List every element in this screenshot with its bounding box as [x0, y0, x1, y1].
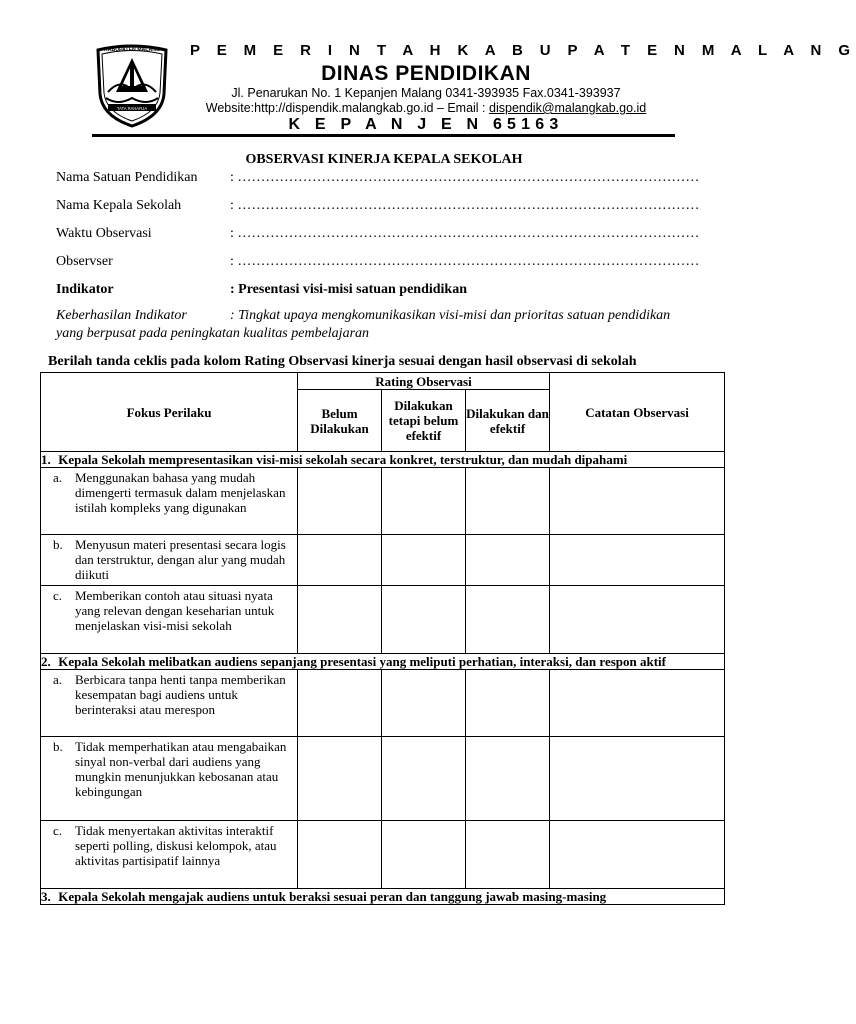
behavior-cell: [41, 737, 298, 821]
header-done-effective: Dilakukan dan efektif: [466, 390, 550, 452]
rating-cell-not-done[interactable]: [298, 468, 382, 535]
section-title: [41, 654, 725, 670]
field-input-nama-kepala[interactable]: : ………………………………………………………………………………………: [230, 198, 700, 213]
header-focus: Fokus Perilaku: [41, 373, 298, 452]
rating-cell-effective[interactable]: [466, 535, 550, 586]
header-done-not-effective: Dilakukan tetapi belum efektif: [382, 390, 466, 452]
rating-cell-not-done[interactable]: [298, 535, 382, 586]
rating-cell-not-done[interactable]: [298, 670, 382, 737]
behavior-cell: [41, 821, 298, 889]
field-label-nama-satuan: Nama Satuan Pendidikan: [56, 170, 198, 185]
notes-cell[interactable]: [550, 535, 725, 586]
behavior-cell: [41, 670, 298, 737]
table-row: [41, 821, 725, 889]
section-text: Kepala Sekolah mengajak audiens untuk beraksi sesuai peran dan tanggung jawab masing-masing: [58, 889, 607, 904]
table-row: [41, 670, 725, 737]
section-number: 2.: [41, 654, 51, 669]
behavior-cell: [41, 468, 298, 535]
rating-cell-effective[interactable]: [466, 586, 550, 654]
item-letter: b.: [53, 739, 63, 754]
rating-cell-effective[interactable]: [466, 468, 550, 535]
rating-cell-effective[interactable]: [466, 821, 550, 889]
kabupaten-malang-logo: [92, 40, 172, 128]
item-letter: a.: [53, 470, 63, 485]
item-letter: b.: [53, 537, 63, 552]
success-indicator-value-continued: yang berpusat pada peningkatan kualitas pembelajaran: [56, 326, 370, 341]
rating-cell-effective[interactable]: [466, 737, 550, 821]
indicator-value: : Presentasi visi-misi satuan pendidikan: [230, 282, 468, 297]
notes-cell[interactable]: [550, 468, 725, 535]
instruction-text: Berilah tanda ceklis pada kolom Rating Observasi kinerja sesuai dengan hasil observasi di sekolah: [48, 354, 637, 369]
rating-cell-effective[interactable]: [466, 670, 550, 737]
rating-cell-not-effective[interactable]: [382, 670, 466, 737]
behavior-cell: [41, 586, 298, 654]
item-text: Menyusun materi presentasi secara logis dan terstruktur, dengan alur yang mudah diikuti: [75, 537, 286, 582]
header-notes: Catatan Observasi: [550, 373, 725, 452]
form-title: OBSERVASI KINERJA KEPALA SEKOLAH: [245, 152, 523, 167]
header-not-done: Belum Dilakukan: [298, 390, 382, 452]
rating-cell-not-effective[interactable]: [382, 535, 466, 586]
section-number: 1.: [41, 452, 51, 467]
item-text: Memberikan contoh atau situasi nyata yang relevan dengan keseharian untuk menjelaskan visi-misi sekolah: [75, 588, 275, 633]
header-rating: Rating Observasi: [298, 373, 550, 390]
success-indicator-value: : Tingkat upaya mengkomunikasikan visi-misi dan prioritas satuan pendidikan: [230, 308, 671, 323]
rating-cell-not-effective[interactable]: [382, 586, 466, 654]
rating-cell-not-effective[interactable]: [382, 821, 466, 889]
government-name: P E M E R I N T A H K A B U P A T E N M A L A N G: [190, 42, 856, 59]
table-row: [41, 468, 725, 535]
item-text: Tidak menyertakan aktivitas interaktif seperti polling, diskusi kelompok, atau aktivitas partisipatif lainnya: [75, 823, 277, 868]
email-link[interactable]: dispendik@malangkab.go.id: [489, 101, 647, 115]
section-row: [41, 654, 725, 670]
section-number: 3.: [41, 889, 51, 904]
success-indicator-label: Keberhasilan Indikator: [56, 308, 187, 323]
field-input-observer[interactable]: : ………………………………………………………………………………………: [230, 254, 700, 269]
letterhead-divider: [92, 134, 675, 137]
section-row: [41, 889, 725, 905]
notes-cell[interactable]: [550, 737, 725, 821]
indicator-label: Indikator: [56, 282, 114, 297]
field-label-nama-kepala: Nama Kepala Sekolah: [56, 198, 182, 213]
item-text: Menggunakan bahasa yang mudah dimengerti termasuk dalam menjelaskan istilah kompleks yang digunakan: [75, 470, 286, 515]
item-letter: c.: [53, 588, 63, 603]
website-text: Website:http://dispendik.malangkab.go.id – Email :: [205, 101, 490, 115]
svg-text:TATA RAHARJA: TATA RAHARJA: [116, 105, 148, 111]
section-title: [41, 452, 725, 468]
item-text: Tidak memperhatikan atau mengabaikan sinyal non-verbal dari audiens yang mungkin menunjukkan kebosanan atau kebingungan: [75, 739, 287, 799]
observation-table: [40, 372, 725, 905]
field-input-nama-satuan[interactable]: : ………………………………………………………………………………………: [230, 170, 700, 185]
rating-cell-not-done[interactable]: [298, 737, 382, 821]
item-text: Berbicara tanpa henti tanpa memberikan kesempatan bagi audiens untuk berinteraksi atau merespon: [75, 672, 286, 717]
website-email-line: [190, 101, 662, 115]
notes-cell[interactable]: [550, 586, 725, 654]
behavior-cell: [41, 535, 298, 586]
rating-cell-not-done[interactable]: [298, 586, 382, 654]
table-row: [41, 535, 725, 586]
field-input-waktu[interactable]: : ………………………………………………………………………………………: [230, 226, 700, 241]
table-row: [41, 586, 725, 654]
section-text: Kepala Sekolah mempresentasikan visi-misi sekolah secara konkret, terstruktur, dan mudah dipahami: [58, 452, 628, 467]
rating-cell-not-effective[interactable]: [382, 737, 466, 821]
notes-cell[interactable]: [550, 821, 725, 889]
section-title: [41, 889, 725, 905]
rating-cell-not-effective[interactable]: [382, 468, 466, 535]
svg-text:KABUPATEN MALANG: KABUPATEN MALANG: [104, 47, 160, 53]
section-row: [41, 452, 725, 468]
item-letter: a.: [53, 672, 63, 687]
office-address: Jl. Penarukan No. 1 Kepanjen Malang 0341-393935 Fax.0341-393937: [231, 86, 621, 100]
rating-cell-not-done[interactable]: [298, 821, 382, 889]
section-text: Kepala Sekolah melibatkan audiens sepanjang presentasi yang meliputi perhatian, interaksi, dan respon aktif: [58, 654, 666, 669]
department-name: DINAS PENDIDIKAN: [321, 62, 531, 85]
field-label-waktu: Waktu Observasi: [56, 226, 152, 241]
table-row: [41, 737, 725, 821]
item-letter: c.: [53, 823, 63, 838]
notes-cell[interactable]: [550, 670, 725, 737]
field-label-observer: Observser: [56, 254, 113, 269]
city-postal-code: K E P A N J E N 65163: [288, 116, 564, 133]
